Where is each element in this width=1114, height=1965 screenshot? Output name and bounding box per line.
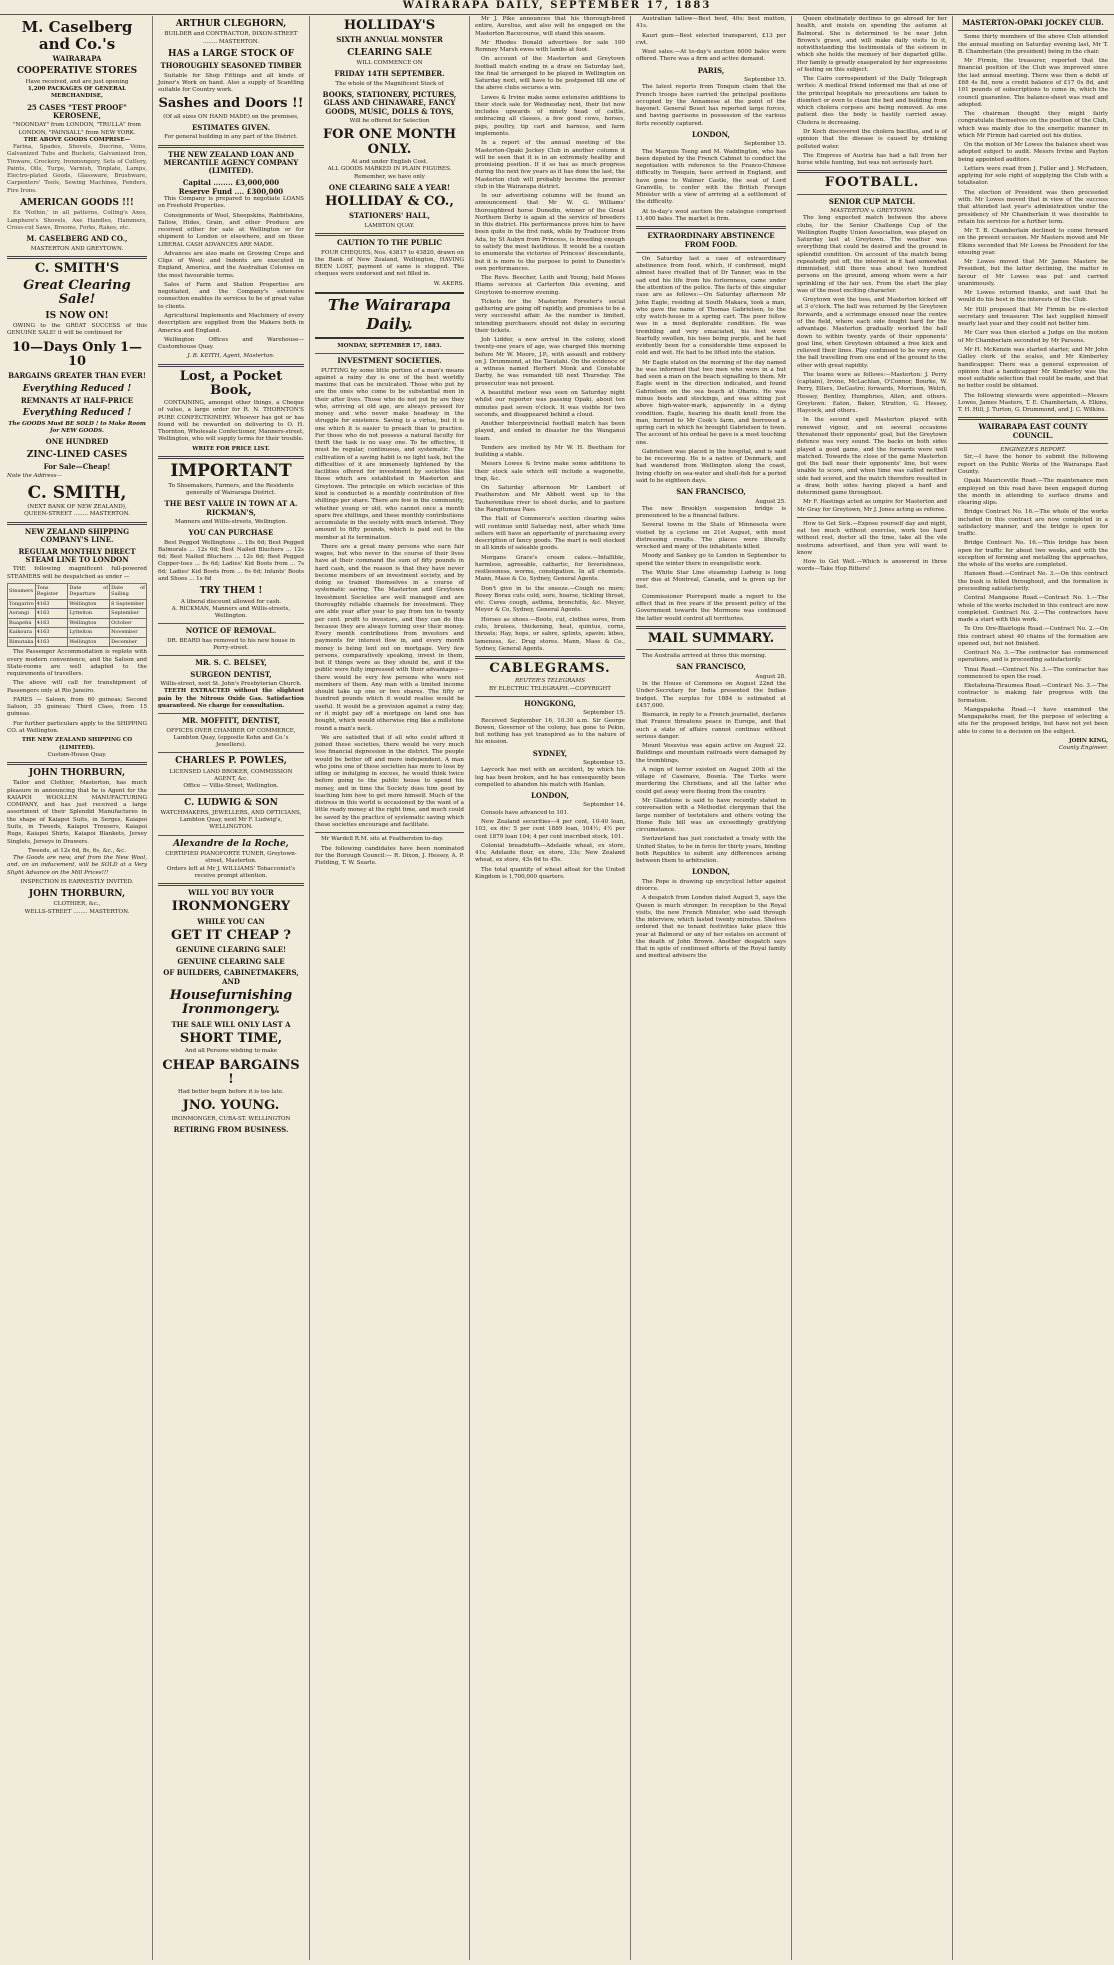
table-cell: November bbox=[110, 628, 147, 638]
ad-body: THE following magnificent full-powered STEAMERS will be despatched as under — bbox=[7, 566, 147, 580]
ad-signature: THE NEW ZEALAND SHIPPING CO (LIMITED). bbox=[21, 737, 133, 751]
news-paragraph: Mr Eagle stated on the morning of the day named he was informed that two men who were in a hut had seen a man on the beach signalling to them. Mr Eagle went in the direction indicated, and found Gabrielsen on the sea beach at Ohariu. He was minus boots and stockings, and was sitting just above high-water-mark, apparently in a dying condition. Eagle, hearing his death knell from the man, hurried to Mr Cook's farm, and borrowed a spring cart in which he brought Gabrielsen to town. The account of his ordeal he gave is a most touching one. bbox=[636, 359, 786, 446]
ad-line: IS NOW ON! bbox=[45, 310, 109, 321]
dateline-date: September 15. bbox=[583, 759, 625, 766]
ad-line: ONE HUNDRED bbox=[45, 437, 109, 447]
column-rule bbox=[469, 16, 470, 1960]
news-paragraph: Eketahuna-Tiraumea Road.—Contract No. 3.—The contractor is making fair progress with the formation. bbox=[958, 683, 1108, 704]
news-paragraph: The total quantity of wheat afloat for the United Kingdom is 1,700,000 quarters. bbox=[475, 866, 625, 880]
column-6 bbox=[794, 16, 950, 1960]
ad-line: To Shoemakers, Farmers, and the Residents generally of Wairarapa District. bbox=[168, 482, 294, 496]
news-paragraph: The Marquis Tseng and M. Waddington, who has been deputed by the French Cabinet to conduct the negotiation with reference to the Franco-Chinese difficulty in Tonquin, have arrived in England, and have gone to Walmer Castle, the seat of Lord Granville, to confer with the British Foreign Minister with a view of arriving at a settlement of the difficulty. bbox=[636, 148, 786, 206]
news-paragraph: Mr Firmin, the treasurer, reported that the financial position of the Club was improved since the last annual meeting. There was then a debit of £68 4s 8d, now a credit balance of £17 0s 8d, and 101 pounds of subscriptions to come in, which the council guarantee. The balance-sheet was read and adopted. bbox=[958, 58, 1108, 108]
ad-body: For further particulars apply to the SHIPPING CO. at Wellington. bbox=[7, 720, 147, 734]
news-paragraph: In the second spell Masterton played with renewed vigour, and on several occasions threatened their opponents' goal, but the Greytown defence was very sound. The backs on both sides played a good game, and the forwards were well matched. Towards the close of the game Masterton got the ball near their opponents' line, but were unable to score, and when time was called neither side had scored, and the match therefore resulted in a draw, both sides having played a hard and determined game throughout. bbox=[797, 417, 947, 497]
table-cell: Aorangi bbox=[8, 609, 36, 619]
ad-line: THE ABOVE GOODS COMPRISE— bbox=[23, 136, 131, 143]
mail-summary-heading: MAIL SUMMARY. bbox=[647, 630, 775, 646]
news-paragraph: Lowes & Irvine make some extensive additions to their stock sale for Wednesday next, their list now includes upwards of ninety head of cattle, embracing all classes, a few good cows, horses, pigs, poultry, tip cart and harness, and farm implements. bbox=[475, 94, 625, 137]
news-paragraph: The Australia arrived at three this morning. bbox=[642, 653, 767, 660]
news-paragraph: Australian tallow—Best beef, 40s; best mutton, 41s. bbox=[636, 16, 786, 30]
news-paragraph: The chairman thought they might fairly congratulate themselves on the position of the Club, which was mainly due to the energetic manner in which Mr Firmin had carried out his duties. bbox=[958, 111, 1108, 139]
ad-line: The GOODS Must BE SOLD ! to Make Room for NEW GOODS. bbox=[8, 420, 146, 434]
table-cell: Kaikoura bbox=[8, 628, 36, 638]
news-paragraph: Laycock has met with an accident, by which his leg has been broken, and he has consequently been compelled to abandon his match with Hanlan. bbox=[475, 767, 625, 788]
news-paragraph: Mr Lowes moved that Mr James Masters be President, but the latter declining, the matter in favour of Mr Lowes was put and carried unanimously. bbox=[958, 259, 1108, 287]
table-cell: Ruapehu bbox=[8, 618, 36, 628]
capital-line: Capital ........ £3,000,000 bbox=[182, 177, 280, 187]
price-list: Best Pegged Wellingtons ... 18s 6d; Best Pegged Balmorals ... 12s 6d; Best Nailed Bluchers ... 12s 6d; Best Nailed Bluchers ... 12s 6d; Best Pegged Copper-toes ... 8s 6d; Ladies' Kid Boots from ... 7s 6d; Ladies' Kid Boots from ... 6s 6d; Infants' Boots and Shoes ... 1s 6d bbox=[158, 539, 304, 582]
issue-date: MONDAY, SEPTEMBER 17, 1883. bbox=[337, 342, 442, 349]
caselberg-subtitle: WAIRARAPA bbox=[52, 54, 102, 63]
table-cell: October bbox=[110, 618, 147, 628]
ad-body: Agricultural Implements and Machinery of every description are supplied from the Makers both in America and England. bbox=[158, 312, 304, 334]
ad-address: Custom-House Quay. bbox=[47, 751, 107, 758]
column-5 bbox=[633, 16, 789, 1960]
news-paragraph: Greytown won the toss, and Masterton kicked off at 3 o'clock. The ball was returned by the Greytown forwards, and a scrimmage ensued near the centre of the field, where each side fought hard for the advantage. Masterton gradually worked the ball down to within twenty yards of their opponents' goal line, when Greytown obtained a free kick and relieved their lines. Play continued to be very even, the ball travelling from one end of the ground to the other with great rapidity. bbox=[797, 297, 947, 369]
news-paragraph: Hansen Road.—Contract No. 3.—On this contract the bush is felled throughout, and the formation is proceeding satisfactorily. bbox=[958, 571, 1108, 592]
news-paragraph: Kauri gum—Best selected transparent, £13 per cwt. bbox=[636, 32, 786, 46]
ad-body: Advances are also made on Growing Crops and Clips of Wool; and Indents are executed in England, America, and the Australian Colonies on the most favourable terms. bbox=[158, 250, 304, 279]
table-cell: Rimutaka bbox=[9, 638, 34, 645]
column-rule bbox=[791, 16, 792, 1960]
ad-body: FARES — Saloon, from 60 guineas; Second Saloon, 35 guineas; Third Class, from 15 guineas. bbox=[7, 696, 147, 718]
news-paragraph: Mr Wardell R.M. sits at Featherston to-day. bbox=[321, 836, 444, 843]
ad-line: INSPECTION IS EARNESTLY INVITED. bbox=[20, 878, 134, 885]
ad-line: BARGAINS GREATER THAN EVER! bbox=[8, 371, 146, 381]
ad-address: MASTERTON AND GREYTOWN. bbox=[30, 245, 124, 252]
ad-line: WHILE YOU CAN bbox=[197, 916, 265, 926]
news-paragraph: In a report of the annual meeting of the Masterton-Opaki Jockey Club in another column it will be seen that it is in an extremely healthy and promising position. If it so has as much progress during the next few years as it has done the last, the Masterton club will probably become the premier club in the Wairarapa district. bbox=[475, 140, 625, 190]
ad-line: GENUINE CLEARING SALE! bbox=[175, 945, 287, 955]
abstinence-heading: EXTRAORDINARY ABSTINENCE FROM FOOD. bbox=[647, 231, 775, 249]
ad-body: The Goods are new, and from the New Wool, and, on an inducement, will be SOLD at a Very Slight Advance on the Mill Prices!!! bbox=[7, 855, 147, 876]
table-cell: Lyttelton bbox=[68, 628, 110, 638]
table-row bbox=[8, 628, 147, 638]
news-paragraph: The teams were as follows:—Masterton: J. Perry (captain), Irvine, McLachlan, O'Connor, Bourke, W. Perry, Ellers, DeCastro; forwards, Morrison, Welch, Hessey, Bentley, Humphries, Allen, and others. Greytown: Eaton, Baker, Strutton, G. Hessey, Haycock, and others. bbox=[797, 371, 947, 415]
news-paragraph: Mr T. B. Chamberlain declined to come forward on the present occasion. Mr Masters moved and Mr Elkins seconded that Mr Lowes be President for the ensuing year. bbox=[958, 228, 1108, 256]
news-paragraph: Horses as shoes.—Boots, cut, clothes sores, from cuts, bruises, thickening, heat, quintus, corns, throats; Hay, hops, or sabre, splints, spavin; kibes, lameness, &c. Drug stores. Mann, Mase & Co., Sydney, General Agents. bbox=[475, 616, 625, 652]
news-paragraph: Mr Carr was then elected a Judge on the motion of Mr Chamberlain seconded by Mr Parsons. bbox=[958, 330, 1108, 344]
news-paragraph: Te Ore Ore-Blairlogie Road.—Contract No. 2.—On this contract about 40 chains of the formation are opened out, but not finished. bbox=[958, 626, 1108, 647]
ad-body: Ex 'Nothin,' in all patterns, Colling's Axes, Lanphere's Shovels, Axe Handles, Hammers, Cross-cut Saws, Brooms, Forks, Rakes, etc. bbox=[7, 210, 147, 231]
smith-title: C. SMITH'S bbox=[34, 260, 120, 276]
table-header: Date of Departure bbox=[69, 584, 109, 598]
ad-line: WRITE FOR PRICE LIST. bbox=[192, 445, 270, 452]
ad-line: And all Persons wishing to make bbox=[184, 1048, 278, 1055]
news-paragraph: The White Star Line steamship Ludwig is long over due at Montreal, Canada, and is given up for lost. bbox=[636, 569, 786, 591]
column-1 bbox=[4, 16, 150, 1960]
news-paragraph: A despatch from London dated August 5, says the Queen is much stronger. In reception to the Royal visits, the new French Minister, who said through the interview, which lasted twenty minutes. Shelves ordered that no tenant festivities take place this year at Balmoral or any of her estates on account of the death of John Brown. Another despatch says that in spite of continued efforts of the Royal family and medical advisers the bbox=[636, 895, 786, 960]
news-paragraph: The following stewards were appointed:—Messrs Lowes, James Masters, T. E. Chamberlain, A. Elkins, T. H. Hill, J. Turton, G. Drummond, and J. C. Wilkins. bbox=[958, 392, 1108, 414]
ad-body: FOUR CHEQUES, Nos. 43817 to 43820, drawn on the Bank of New Zealand, Wellington, HAVING BEEN LOST, payment of same is stopped. The cheques were endorsed and not filled in. bbox=[315, 249, 464, 278]
news-paragraph: Morgans Grace's cream cakes.—Infallible, harmless, agreeable, cathartic, for feverishness, restlessness, worms, constipation. In all chemists. Mann, Mase & Co, Sydney, General Agents. bbox=[475, 554, 625, 583]
report-signature: JOHN KING, bbox=[1069, 738, 1108, 745]
editorial-paragraph: There are a great many persons who earn fair wages, but who never in the course of their lives have at their command the sum of fifty pounds in hard cash, and the reason is that they have never become members of an investment society, and by doing so trained themselves in a course of systematic saving. The Masterton and Greytown Investment Societies are well managed and are thoroughly reliable channels for investment. They are able year after year to pay from ten to twenty per cent. profit to investors, and they can do this because they are always turning over their money. Every month contributions from investors and payments for interest flow in, and every month money is being lent out on mortgage. Very few persons, comparatively speaking, invest in them, but if things were as they should be, and if the public were fully impressed with their advantages—there would be very few persons who were not members of them. Any man with a limited income should take up one or two shares. The fifty or hundred pounds which it would realise would be useful. It would be a provision against a rainy day, or it might pay off a mortgage on land one has bought, which would otherwise ring like a millstone round a man's neck. bbox=[315, 543, 464, 732]
steam-line-heading: REGULAR MONTHLY DIRECT STEAM LINE TO LONDON bbox=[18, 546, 136, 564]
removal-heading: NOTICE OF REMOVAL. bbox=[185, 626, 277, 636]
reserve-line: Reserve Fund .... £300,000 bbox=[178, 186, 284, 196]
ad-line: Lambton Quay, (opposite Kohn and Co.'s Jewellers). bbox=[173, 734, 289, 749]
table-header: Date of Sailing bbox=[111, 584, 145, 598]
dateline-date: September 15. bbox=[744, 141, 786, 148]
news-paragraph: The Empress of Austria has had a fall from her horse while hunting, but was not seriously hurt. bbox=[797, 152, 947, 167]
dateline-date: August 25. bbox=[755, 498, 786, 505]
ad-signature: M. CASELBERG AND CO., bbox=[26, 234, 128, 244]
dateline-date: August 28. bbox=[755, 673, 786, 680]
news-paragraph: The Hall of Commerce's auction clearing sales will continue until Saturday next, after which time sellers will have an opportunity of purchasing every description of fancy goods. The mart is well stocked in all kinds of saleable goods. bbox=[475, 516, 625, 552]
news-paragraph: Tickets for the Masterton Forester's social gathering are going off rapidly, and promises to be a very successful affair. As the number is limited, intending purchasers should not delay in securing their tickets. bbox=[475, 298, 625, 334]
column-rule bbox=[630, 16, 631, 1960]
ad-line: GENUINE CLEARING SALE bbox=[177, 956, 285, 966]
ad-line: (NEXT BANK OF NEW ZEALAND), bbox=[27, 504, 127, 511]
section-subhead: BY ELECTRIC TELEGRAPH.—COPYRIGHT bbox=[488, 685, 612, 692]
running-head: WAIRARAPA DAILY, SEPTEMBER 17, 1883 bbox=[0, 0, 1114, 15]
holliday-signature: HOLLIDAY & CO., bbox=[325, 194, 454, 210]
news-paragraph: Mangapakeha Road.—I have examined the Mangapakeha road, for the purpose of selecting a site for the proposed bridge, but have not yet been able to come to a decision on the subject. bbox=[958, 706, 1108, 735]
table-cell: Wellington bbox=[68, 599, 110, 609]
table-cell: 4163 bbox=[35, 609, 68, 619]
table-row bbox=[8, 618, 147, 628]
table-cell: December bbox=[110, 637, 147, 647]
ludwig-heading: C. LUDWIG & SON bbox=[184, 797, 278, 808]
news-paragraph: The Pope is drawing up encyclical letter against divorce. bbox=[636, 878, 786, 893]
thorburn-title: JOHN THORBURN, bbox=[28, 768, 126, 779]
ironmongery-heading: IRONMONGERY bbox=[171, 899, 291, 915]
ad-body: Sales of Farm and Station Properties are negotiated, and the Company's extensive connection enables its services to be of great value to clients. bbox=[158, 281, 304, 310]
ad-line: SIXTH ANNUAL MONSTER bbox=[336, 35, 443, 45]
ad-line: Tweeds, at 12s 6d, 8s, 6s, &c., &c. bbox=[27, 847, 127, 854]
section-subhead: REUTER'S TELEGRAMS bbox=[514, 678, 586, 685]
get-it-cheap-heading: GET IT CHEAP ? bbox=[170, 928, 292, 944]
news-paragraph: Colonial breadstuffs—Adelaide wheat, ex store, 41s; Adelaide flour, ex store, 33s; New Zealand wheat, ex store, 43s 6d to 45s. bbox=[475, 842, 625, 864]
rickman-heading: THE BEST VALUE IN TOWN AT A. RICKMAN'S, bbox=[164, 499, 298, 517]
ad-line: CLOTHIER, &c., bbox=[53, 901, 101, 908]
american-goods-heading: AMERICAN GOODS !!! bbox=[20, 197, 134, 208]
news-paragraph: Received September 16, 10.30 a.m. Sir George Bowen, Governor of the colony, has gone to Pekin, but nothing has yet transpired as to the nature of his mission. bbox=[475, 717, 625, 746]
kerosene-heading: 25 CASES "TEST PROOF" KEROSENE, bbox=[27, 102, 127, 120]
news-paragraph: Don't give in to the sneeze.—Cough no more; Rosey Borax cuts cold, sore, hoarse, tickling throat, etc. Cures cough, asthma, bronchitis, &c. Meyer, Meyer & Co, Sydney, General Agents. bbox=[475, 585, 625, 614]
dateline-date: September 15. bbox=[744, 76, 786, 83]
ad-line: CLEARING SALE bbox=[347, 47, 432, 58]
section-subhead: MASTERTON v. GREYTOWN. bbox=[830, 208, 914, 214]
cooperative-stores: COOPERATIVE STORES bbox=[16, 66, 138, 77]
news-paragraph: Moody and Sankey go to London in September to spend the winter there in evangelistic work. bbox=[636, 553, 786, 567]
news-paragraph: The long expected match between the above clubs, for the Senior Challenge Cup of the Wellington Rugby Union Association, was played on Saturday last at Greytown. The weather was everything that could be desired and the ground in splendid condition. On account of the match being repeatedly put off, the interest in it had somewhat diminished, still there was about two hundred persons on the ground, among whom were a fair sprinkling of the fair sex. From the start the play was of the most exciting character. bbox=[797, 215, 947, 294]
news-paragraph: Contract No. 3.—The contractor has commenced operations, and is proceeding satisfactorily. bbox=[958, 650, 1108, 664]
column-4 bbox=[472, 16, 628, 1960]
news-paragraph: Mount Vesuvius was again active on August 22. Buildings and mountain railroads were damaged by the tremblings. bbox=[636, 743, 786, 764]
newspaper-nameplate: The Wairarapa Daily. bbox=[315, 292, 464, 339]
cheap-bargains-heading: CHEAP BARGAINS ! bbox=[162, 1057, 300, 1087]
table-cell: Wellington bbox=[68, 618, 110, 628]
ad-body: The above will call for transhipment of Passengers only at Rio Janeiro. bbox=[7, 680, 147, 694]
ad-line: Have received, and are just opening bbox=[25, 78, 129, 85]
dateline-place: SYDNEY, bbox=[532, 748, 568, 758]
news-paragraph: Bridge Contract No. 16.—The whole of the works included in this contract are now completed in a satisfactory manner, and the bridge is open for traffic. bbox=[958, 509, 1108, 538]
ad-line: YOU CAN PURCHASE bbox=[188, 528, 274, 538]
dateline-place: SAN FRANCISCO, bbox=[676, 662, 746, 672]
news-paragraph: At to-day's wool auction the catalogue comprised 11,400 bales. The market is firm. bbox=[636, 208, 786, 222]
news-paragraph: The election of President was then proceeded with. Mr Lowes moved that in view of the success that attended last year's administration under the presidency of Mr Chamberlain it was desirable to retain his services for a further term. bbox=[958, 189, 1108, 225]
roche-heading: Alexandre de la Roche, bbox=[173, 838, 289, 849]
table-cell: 4163 bbox=[35, 599, 68, 609]
sailing-table bbox=[7, 583, 147, 648]
ad-body: Farina, Spades, Shovels, Ducrine, Veins, Galvanized Tubs and Buckets, Galvanized Iron, Tinware, Crockery, Ironmongery, Sets of Cutlery, Paints, Oils, Turps, Varnish, Tinplate, Lamps, Electro-plated Goods, Glassware, Brushware, Carpenters' Tools, Sewing Machines, Fenders, Fire Irons. bbox=[7, 144, 147, 194]
short-time-heading: SHORT TIME, bbox=[179, 1030, 283, 1046]
ad-line: Everything Reduced ! bbox=[22, 408, 132, 419]
ad-line: FRIDAY 14TH SEPTEMBER. bbox=[334, 69, 445, 79]
try-them-heading: TRY THEM ! bbox=[199, 586, 263, 597]
news-paragraph: In our advertising columns will be found an announcement that Mr W. G. Williams' thoroughbred horse Dunedin, winner of the Great Northern Derby is again at the service of breeders in this district. His performances prove him to have been quite in the first rank, while by Traducer from Ada, by St Aubyn from Princess, is breeding enough to satisfy the most fastidious. It would be a caution to enumerate the victories of Princess' descendants, but it is more to the purpose to point to Dunedin's own performances. bbox=[475, 193, 625, 272]
news-paragraph: The following candidates have been nominated for the Borough Council:— R. Dixon, J. Hessey, A. P. Fielding, T. W. Searle. bbox=[315, 845, 464, 867]
news-paragraph: Mr Gladstone is said to have recently stated in conversation with a Methodist clergyman that the large number of teetotalers and others voting the Home Rule bill was an exceedingly gratifying circumstance. bbox=[636, 798, 786, 834]
belsey-heading: MR. S. C. BELSEY, bbox=[195, 658, 267, 668]
table-cell: 8 September bbox=[110, 599, 147, 609]
news-paragraph: Mr J. Pike announces that his thorough-bred entire, Aurelius, and also will be engaged on the Masterton Racecourse, will stand this season. bbox=[475, 16, 625, 37]
one-month-heading: FOR ONE MONTH ONLY. bbox=[322, 127, 457, 157]
news-paragraph: The latest reports from Tonquin claim that the French troops have carried the principal positions occupied by the Annamese at the point of the bayonet. General Bouet has reported large forces, and having garrisons in possession of the various forts recently captured. bbox=[636, 84, 786, 127]
ad-line: Willis-street, next St. John's Presbyterian Church. bbox=[160, 681, 302, 688]
news-paragraph: Tinui Road.—Contract No. 3.—The contractor has commenced to open the road. bbox=[958, 666, 1108, 680]
ad-line: SURGEON DENTIST, bbox=[190, 669, 272, 679]
shipping-co-heading: NEW ZEALAND SHIPPING COMPANY'S LINE. bbox=[24, 526, 130, 545]
column-2 bbox=[155, 16, 307, 1960]
ad-body: Suitable for Shop Fittings and all kinds of Joiner's Work on hand. Also a supply of Scantling suitable for Country work. bbox=[158, 72, 304, 94]
news-paragraph: How to Get Well.—Which is answered in three words—Take Hop Bitters! bbox=[797, 559, 947, 573]
ten-days-heading: 10—Days Only 1—10 bbox=[11, 339, 143, 369]
ad-line: WILL COMMENCE ON bbox=[356, 60, 423, 67]
news-paragraph: The new Brooklyn suspension bridge is pronounced to be a financial failure. bbox=[636, 505, 786, 520]
caselberg-title: M. Caselberg and Co.'s bbox=[21, 18, 133, 53]
news-paragraph: Gabrielsen was placed in the hospital, and is said to be recovering. He is a native of Denmark, and had wandered from Wellington along the coast, living chiefly on sea-water and shell-fish for a period said to be eighteen days. bbox=[636, 448, 786, 484]
ad-line: A liberal discount allowed for cash. bbox=[180, 598, 282, 605]
smith-name: C. SMITH, bbox=[27, 482, 127, 503]
ad-line: STATIONERS' HALL, bbox=[348, 211, 431, 221]
news-paragraph: Mr F. Hastings acted as umpire for Masterton and Mr Gray for Greytown, Mr J. Jones acting as referee. bbox=[797, 499, 947, 513]
ad-address: WELLS-STREET ........ MASTERTON. bbox=[24, 908, 130, 915]
sashes-heading: Sashes and Doors !! bbox=[158, 96, 304, 112]
thorburn-signature: JOHN THORBURN, bbox=[28, 889, 126, 900]
ad-line: Had better begin before it is too late. bbox=[178, 1089, 284, 1096]
ad-body: OWING to the GREAT SUCCESS of this GENUINE SALE! it will be continued for bbox=[7, 323, 147, 337]
dateline-place: LONDON, bbox=[692, 129, 730, 139]
table-cell: Lyttelton bbox=[68, 609, 110, 619]
news-paragraph: The Revs. Beecher, Leith and Young, held Moses Hiams services at Carterton this evening, and Greytown to-morrow evening. bbox=[475, 275, 625, 296]
cablegrams-heading: CABLEGRAMS. bbox=[489, 661, 611, 677]
section-subhead: SENIOR CUP MATCH. bbox=[828, 196, 916, 206]
ad-line: Office — Villis-Street, Wellington. bbox=[183, 783, 279, 790]
column-7 bbox=[955, 16, 1111, 1960]
ad-body: The Passenger Accommodation is replete with every modern convenience, and the Saloon and State-rooms are well adapted to the requirements of travellers. bbox=[7, 649, 147, 678]
news-paragraph: Mr H. McKenzie was started starter, and Mr John Galley clerk of the scales, and Mr Kimberley handicapper. There was a general expression of opinion that a handicapper Mr Kimberley was the most suitable selection that could be made, and that no better could be obtained. bbox=[958, 347, 1108, 390]
ad-body: Consignments of Wool, Sheepskins, Rabbitskins, Tallow, Hides, Grain, and other Produce are received either for sale at Wellington or for shipment to London or elsewhere, and on these LIBERAL CASH ADVANCES ARE MADE. bbox=[158, 212, 304, 248]
ad-line: ALL GOODS MARKED IN PLAIN FIGURES. Remember, we have only bbox=[327, 166, 452, 180]
ad-line: OFFICES OVER CHAMBER OF COMMERCE, bbox=[166, 727, 296, 734]
news-paragraph: How to Get Sick.—Expose yourself day and night, eat too much without exercise, work too hard without rest, doctor all the time, take all the vile nostrums advertised, and then you will want to know bbox=[797, 520, 947, 556]
news-paragraph: Sir,—I have the honor to submit the following report on the Public Works of the Wairarapa East County. bbox=[958, 454, 1108, 475]
news-paragraph: Dr Koch discovered the cholera bacillus, and is of opinion that the disease is caused by drinking polluted water. bbox=[797, 128, 947, 150]
news-paragraph: Consols have advanced to 101. bbox=[481, 809, 569, 816]
ad-line: RETIRING FROM BUSINESS. bbox=[173, 1124, 289, 1134]
dateline-place: SAN FRANCISCO, bbox=[676, 487, 746, 497]
dateline-date: September 15. bbox=[583, 710, 625, 717]
large-stock-heading: HAS a LARGE STOCK OF bbox=[168, 48, 294, 59]
ad-line: WATCHMAKERS, JEWELLERS, AND OPTICIANS, bbox=[160, 809, 302, 816]
table-cell: 4163 bbox=[35, 637, 68, 647]
ad-line: Will be offered for Selection bbox=[349, 118, 430, 125]
ad-line: BOOKS, STATIONERY, PICTURES, GLASS AND CHINAWARE, FANCY GOODS, MUSIC, DOLLS & TOYS, bbox=[322, 89, 457, 116]
table-row bbox=[8, 609, 147, 619]
editorial-title: INVESTMENT SOCIETIES. bbox=[337, 356, 442, 366]
news-paragraph: Messrs Lowes & Irvine make some additions to their stock sale which will include a wagonette, trap, &c. bbox=[475, 461, 625, 482]
news-paragraph: On Saturday last a case of extraordinary abstinence from food, which, if confirmed, might almost have rivalled that of Dr Tanner, was in the sad end his life from his forlornness, came under the attention of the police. The facts of this singular case are as follows:—On Saturday afternoon Mr John Eagle, residing at South Makara, took a man, who gave the name of Thomas Gabrielsen, to the city watch-house in a spring cart. The poor fellow was in a most deplorable condition. He was trembling and very emaciated, his feet were fearfully swollen, his toes being purple, and he had evidently been for a considerable time exposed to cold and wet. He had to be lifted into the station. bbox=[636, 255, 786, 357]
section-subhead: ENGINEER'S REPORT. bbox=[1000, 447, 1066, 454]
ad-address: LAMBTON QUAY. bbox=[364, 222, 415, 229]
report-signature-title: County Engineer. bbox=[1058, 745, 1108, 752]
ad-line: CERTIFIED PIANOFORTE TUNER, Greytown-street, Masterton. bbox=[165, 850, 297, 865]
ad-body: This Company is prepared to negotiate LOANS on Freehold Properties. bbox=[158, 195, 304, 210]
powles-heading: CHARLES P. POWLES, bbox=[175, 756, 287, 767]
ad-line: Everything Reduced ! bbox=[22, 383, 132, 394]
news-paragraph: Wool sales.—At to-day's auction 6000 bales were offered. There was a firm and active demand. bbox=[636, 49, 786, 63]
news-paragraph: Job Lidder, a new arrival in the colony, stood twenty-one years of age, was charged this morning before Mr W. Moore, J.P., with assault and robbery on J. Drummond, at the Taratahi. On the evidence of a witness named Herbert Monk and Constable Darby, he was remanded till next Thursday. The prosecutor was not present. bbox=[475, 337, 625, 387]
column-rule bbox=[952, 16, 953, 1960]
ad-signature: A. RICKMAN, Manners and Willis-streets, Wellington. bbox=[171, 605, 291, 620]
ad-signature: J. B. KEITH, Agent, Masterton. bbox=[187, 353, 275, 360]
ad-line: At and under English Cost. bbox=[351, 158, 428, 165]
important-heading: IMPORTANT bbox=[170, 461, 292, 482]
dateline-place: HONGKONG, bbox=[524, 698, 576, 708]
ad-line: LICENSED LAND BROKER, COMMISSION AGENT, &c. bbox=[169, 768, 293, 782]
table-cell: September bbox=[110, 609, 147, 619]
column-3 bbox=[312, 16, 467, 1960]
news-paragraph: Mr Hill proposed that Mr Firmin be re-elected secretary and treasurer. The last supplied himself nearly last year and they could not better him. bbox=[958, 306, 1108, 328]
ad-body: TEETH EXTRACTED without the slightest pain by the Nitrous Oxide Gas. Satisfaction guaranteed. No charge for consultation. bbox=[158, 688, 304, 709]
ad-line: The whole of the Magnificent Stock of bbox=[335, 80, 444, 87]
cleghorn-title: ARTHUR CLEGHORN, bbox=[175, 19, 287, 29]
ad-line: For general building in any part of the District. bbox=[164, 134, 298, 141]
dateline-place: LONDON, bbox=[692, 867, 730, 877]
dateline-date: September 14. bbox=[583, 802, 625, 809]
news-paragraph: Central Mangaone Road.—Contract No. 1.—The whole of the works included in this contract are now completed. Contract No. 2.—The contractors have made a start with this work. bbox=[958, 595, 1108, 624]
ad-line: Lambton Quay, next Mr F. Ludwig's, WELLINGTON. bbox=[179, 817, 283, 831]
loan-agency-heading: THE NEW ZEALAND LOAN AND MERCANTILE AGENCY COMPANY (LIMITED). bbox=[163, 149, 299, 176]
news-paragraph: Another Interprovincial football match has been played, and ended in disaster for the Wanganui team. bbox=[475, 421, 625, 442]
ad-signature: W. AKERS. bbox=[433, 280, 464, 287]
news-paragraph: New Zealand securities—4 per cent, 10-40 loan, 103, ex div; 5 per cent 1889 loan, 104½; 4½ per cent 1879 loan 104; 4 per cent inscribed stock, 101. bbox=[475, 818, 625, 840]
county-council-heading: WAIRARAPA EAST COUNTY COUNCIL. bbox=[978, 422, 1088, 440]
ad-line: ESTIMATES GIVEN. bbox=[191, 122, 271, 132]
clearing-sale-heading: Great Clearing Sale! bbox=[23, 278, 131, 308]
news-paragraph: Tenders are invited by Mr W. H. Beetham for building a stable. bbox=[475, 444, 625, 459]
news-paragraph: Several towns in the State of Minnesota were visited by a cyclone on 21st August, with most distressing results. The places were literally wrecked and many of the inhabitants killed. bbox=[636, 522, 786, 551]
table-cell: 4163 bbox=[35, 628, 68, 638]
news-paragraph: Letters were read from J. Fuller and J. McFadzen, applying for sole right of supplying the Club with a totalisator. bbox=[958, 165, 1108, 187]
housefurnishing-heading: Housefurnishing Ironmongery. bbox=[169, 987, 293, 1018]
news-paragraph: Bismarck, in reply to a French journalist, declares that France threatens peace in Europe, and that such a state of affairs cannot continue without serious danger. bbox=[636, 712, 786, 740]
ad-line: OF BUILDERS, CABINETMAKERS, AND bbox=[163, 968, 299, 986]
ad-address: QUEEN-STREET ........ MASTERTON. bbox=[24, 511, 130, 518]
news-paragraph: On account of the Masterton and Greytown football match ending in a draw on Saturday last, the final tie arranged to be played in Wellington on Saturday next, will have to be postponed till one of the above clubs secures a win. bbox=[475, 56, 625, 92]
table-row bbox=[8, 599, 147, 609]
ad-line: Note the Address— bbox=[7, 473, 63, 480]
ad-line: Manners and Willis-streets, Wellington. bbox=[174, 519, 287, 526]
news-paragraph: A beautiful meteor was seen on Saturday night whilst our reporter was passing Opaki, about ten minutes past seven o'clock. It was visible for two seconds, and disappeared behind a cloud. bbox=[475, 390, 625, 418]
ad-line: DR. BEARD has removed to his new house in Perry-street. bbox=[167, 637, 295, 652]
news-paragraph: Mr Lowes returned thanks, and said that he would do his best in the interests of the Club. bbox=[958, 290, 1108, 304]
table-row bbox=[8, 637, 147, 647]
ad-line: WILL YOU BUY YOUR bbox=[188, 888, 274, 898]
news-paragraph: Queen obstinately declines to go abroad for her health, and insists on spending the autumn at Balmoral. She is determined to be near John Brown's grave, and will make daily visits to it, notwithstanding the testimonials of the esteem in which she holds the memory of her departed gillie. Her family is greatly exasperated by her expressions of feeling on this subject. bbox=[797, 16, 947, 73]
ad-line: ONE CLEARING SALE A YEAR! bbox=[328, 182, 451, 192]
table-cell: Tongariro bbox=[9, 600, 34, 607]
zinc-cases-heading: ZINC-LINED CASES bbox=[26, 449, 128, 460]
ad-line: THE SALE WILL ONLY LAST A bbox=[171, 1019, 291, 1029]
ad-line: REMNANTS AT HALF-PRICE bbox=[20, 395, 134, 405]
holliday-title: HOLLIDAY'S bbox=[343, 18, 436, 33]
news-paragraph: Commissioner Pierrepont made a report to the effect that in five years if the present policy of the Government towards the Mormons was continued the latter would control all territories. bbox=[636, 593, 786, 622]
ad-line: BUILDER and CONTRACTOR, DIXON-STREET ........ MASTERTON. bbox=[164, 31, 298, 45]
ad-line: THOROUGHLY SEASONED TIMBER bbox=[160, 61, 302, 71]
table-cell: Wellington bbox=[68, 637, 110, 647]
news-paragraph: Switzerland has just concluded a treaty with the United States, to be in force for thirty years, binding both Republics to submit any differences arising between them to arbitration. bbox=[636, 836, 786, 865]
table-header: Steamers bbox=[8, 583, 36, 599]
pocket-book-heading: Lost, a Pocket Book, bbox=[179, 368, 283, 398]
ad-line: 1,200 PACKAGES OF GENERAL MERCHANDISE, bbox=[27, 86, 127, 100]
table-cell: 4163 bbox=[35, 618, 68, 628]
editorial-paragraph: PUTTING by some little portion of a man's means against a rainy day is one of the best worldly maxims that can be inculcated. Those who put by are the ones who come to be substantial men in their after lives. Those who do not put by are they who, arriving at old age, are always pressed for money and who never make headway in the struggle for existence. Saving is a virtue, but it is one which it is easier to preach than to practice. For those who do not possess a natural faculty for thrift the task is no easy one. To be effective, it must be regular, continuous, and systematic. The cultivation of a saving habit is no light task, but the difficulties of it are immensely lightened by the facilities offered for investment by societies like those which are established in Masterton and Greytown. The principle on which societies of this kind is conducted is a monthly contribution of five shillings per share. There are few in the community, whether young or old, who cannot once a month spare five shillings, and these monthly contributions accumulate in the society with much interest. They amount to fifty pounds, which is paid out to the member at its termination. bbox=[315, 367, 464, 541]
news-paragraph: Some thirty members of the above Club attended the annual meeting on Saturday evening last, Mr T. B. Chamberlain (the president) being in the chair. bbox=[958, 34, 1108, 55]
news-paragraph: On the motion of Mr Lowes the balance sheet was adopted subject to audit. Messrs Irvine and Payton being appointed auditors. bbox=[958, 142, 1108, 163]
jockey-club-heading: MASTERTON-OPAKI JOCKEY CLUB. bbox=[962, 18, 1104, 27]
news-paragraph: Opaki Mauriceville Road.—The maintenance men employed on this road have been engaged during the month in attending to surface drains and clearing slips. bbox=[958, 478, 1108, 507]
ad-line: "NOONDAY" from LONDON, "TRULLA" from LONDON, "PAINSALL" from NEW YORK. bbox=[13, 122, 141, 136]
editorial-paragraph: We are satisfied that if all who could afford it joined these societies, there would be very much less financial depression in the district. The people would be better off and more independent. A man who joins one of these societies has more to lose by idling or indulging in excess, he would think twice before going to the public house to spend his money, and in time the Society does him good by teaching him how to get more himself. Much of the distress in this world is occasioned by the want of a little ready money at the right time, and much could be saved by the practice of systematic saving which these societies encourage and facilitate. bbox=[315, 734, 464, 828]
column-rule bbox=[309, 16, 310, 1960]
news-paragraph: In the House of Commons on August 22nd the Under-Secretary for India presented the Indian budget. The surplus for 1884 is estimated at £457,000. bbox=[636, 681, 786, 709]
ad-line: Orders left at Mr J. WILLIAMS' Tobacconist's receive prompt attention. bbox=[166, 865, 296, 879]
news-paragraph: Mr Rhodes Donald advertises for sale 100 Romney Marsh ewes with lambs at foot. bbox=[475, 39, 625, 54]
table-header: Tons Register bbox=[35, 583, 68, 599]
news-paragraph: A reign of terror existed on August 20th at the village of Casenave, Bosnia. The Turks were murdering the Christians, and all the latter who could get away were fleeing from the country. bbox=[636, 766, 786, 795]
ad-line: (Of all sizes ON HAND MADE) on the premises, bbox=[163, 113, 299, 120]
ad-body: Wellington Offices and Warehouse—Customhouse Quay. bbox=[158, 336, 304, 351]
news-paragraph: The Cairo correspondent of the Daily Telegraph writes: A medical friend informed me that at one of the principal hospitals no precautions are taken to disinfect or even to clean the bed and building from which cholera corpses are being removed. As one patient dies the body is hastily carried away. Cholera is decreasing. bbox=[797, 76, 947, 126]
column-rule bbox=[152, 16, 153, 1960]
news-paragraph: Bridge Contract No. 16.—This bridge has been open for traffic for about two weeks, and with the exception of forming and metalling the approaches, the whole of the works are completed. bbox=[958, 540, 1108, 569]
caution-heading: CAUTION TO THE PUBLIC bbox=[337, 238, 442, 248]
news-paragraph: On Saturday afternoon Mr Lambert of Featherston and Mr Abbott went up to the Tauherenikau river to shoot ducks, and to pasture the Rangitumau Pass. bbox=[475, 485, 625, 513]
ad-line: For Sale—Cheap! bbox=[43, 461, 111, 471]
moffitt-heading: MR. MOFFITT, DENTIST, bbox=[182, 716, 280, 726]
ad-body: Tailor and Clothier, Masterton, has much pleasure in announcing that he is Agent for the KAIAPOI WOOLLEN MANUFACTURING COMPANY, and has just received a large assortment of their Splendid Manufactures in the shape of Kaiapoi Suits, in Serges, Kaiapoi Suits, in Tweeds, Kaiapoi Trousers, Kaiapoi Rugs, Kaiapoi Shirts, Kaiapoi Blankets, Jersey Singlets, Jerseys in Drawers. bbox=[7, 780, 147, 845]
football-heading: FOOTBALL. bbox=[824, 175, 920, 191]
ad-line: IRONMONGER, CUBA-ST. WELLINGTON bbox=[171, 1115, 291, 1122]
young-signature: JNO. YOUNG. bbox=[182, 1098, 280, 1114]
ad-body: CONTAINING, amongst other things, a Cheque of value, a large order for R. N. THORNTON'S PURE CONFECTIONERY. Whoever has got or has found will be rewarded on delivering to O. H. Thornton, Wholesale Confectioner, Manners-street, Wellington, who will supply terms for their trouble. bbox=[158, 400, 304, 443]
dateline-place: PARIS, bbox=[697, 65, 725, 75]
dateline-place: LONDON, bbox=[531, 791, 569, 801]
